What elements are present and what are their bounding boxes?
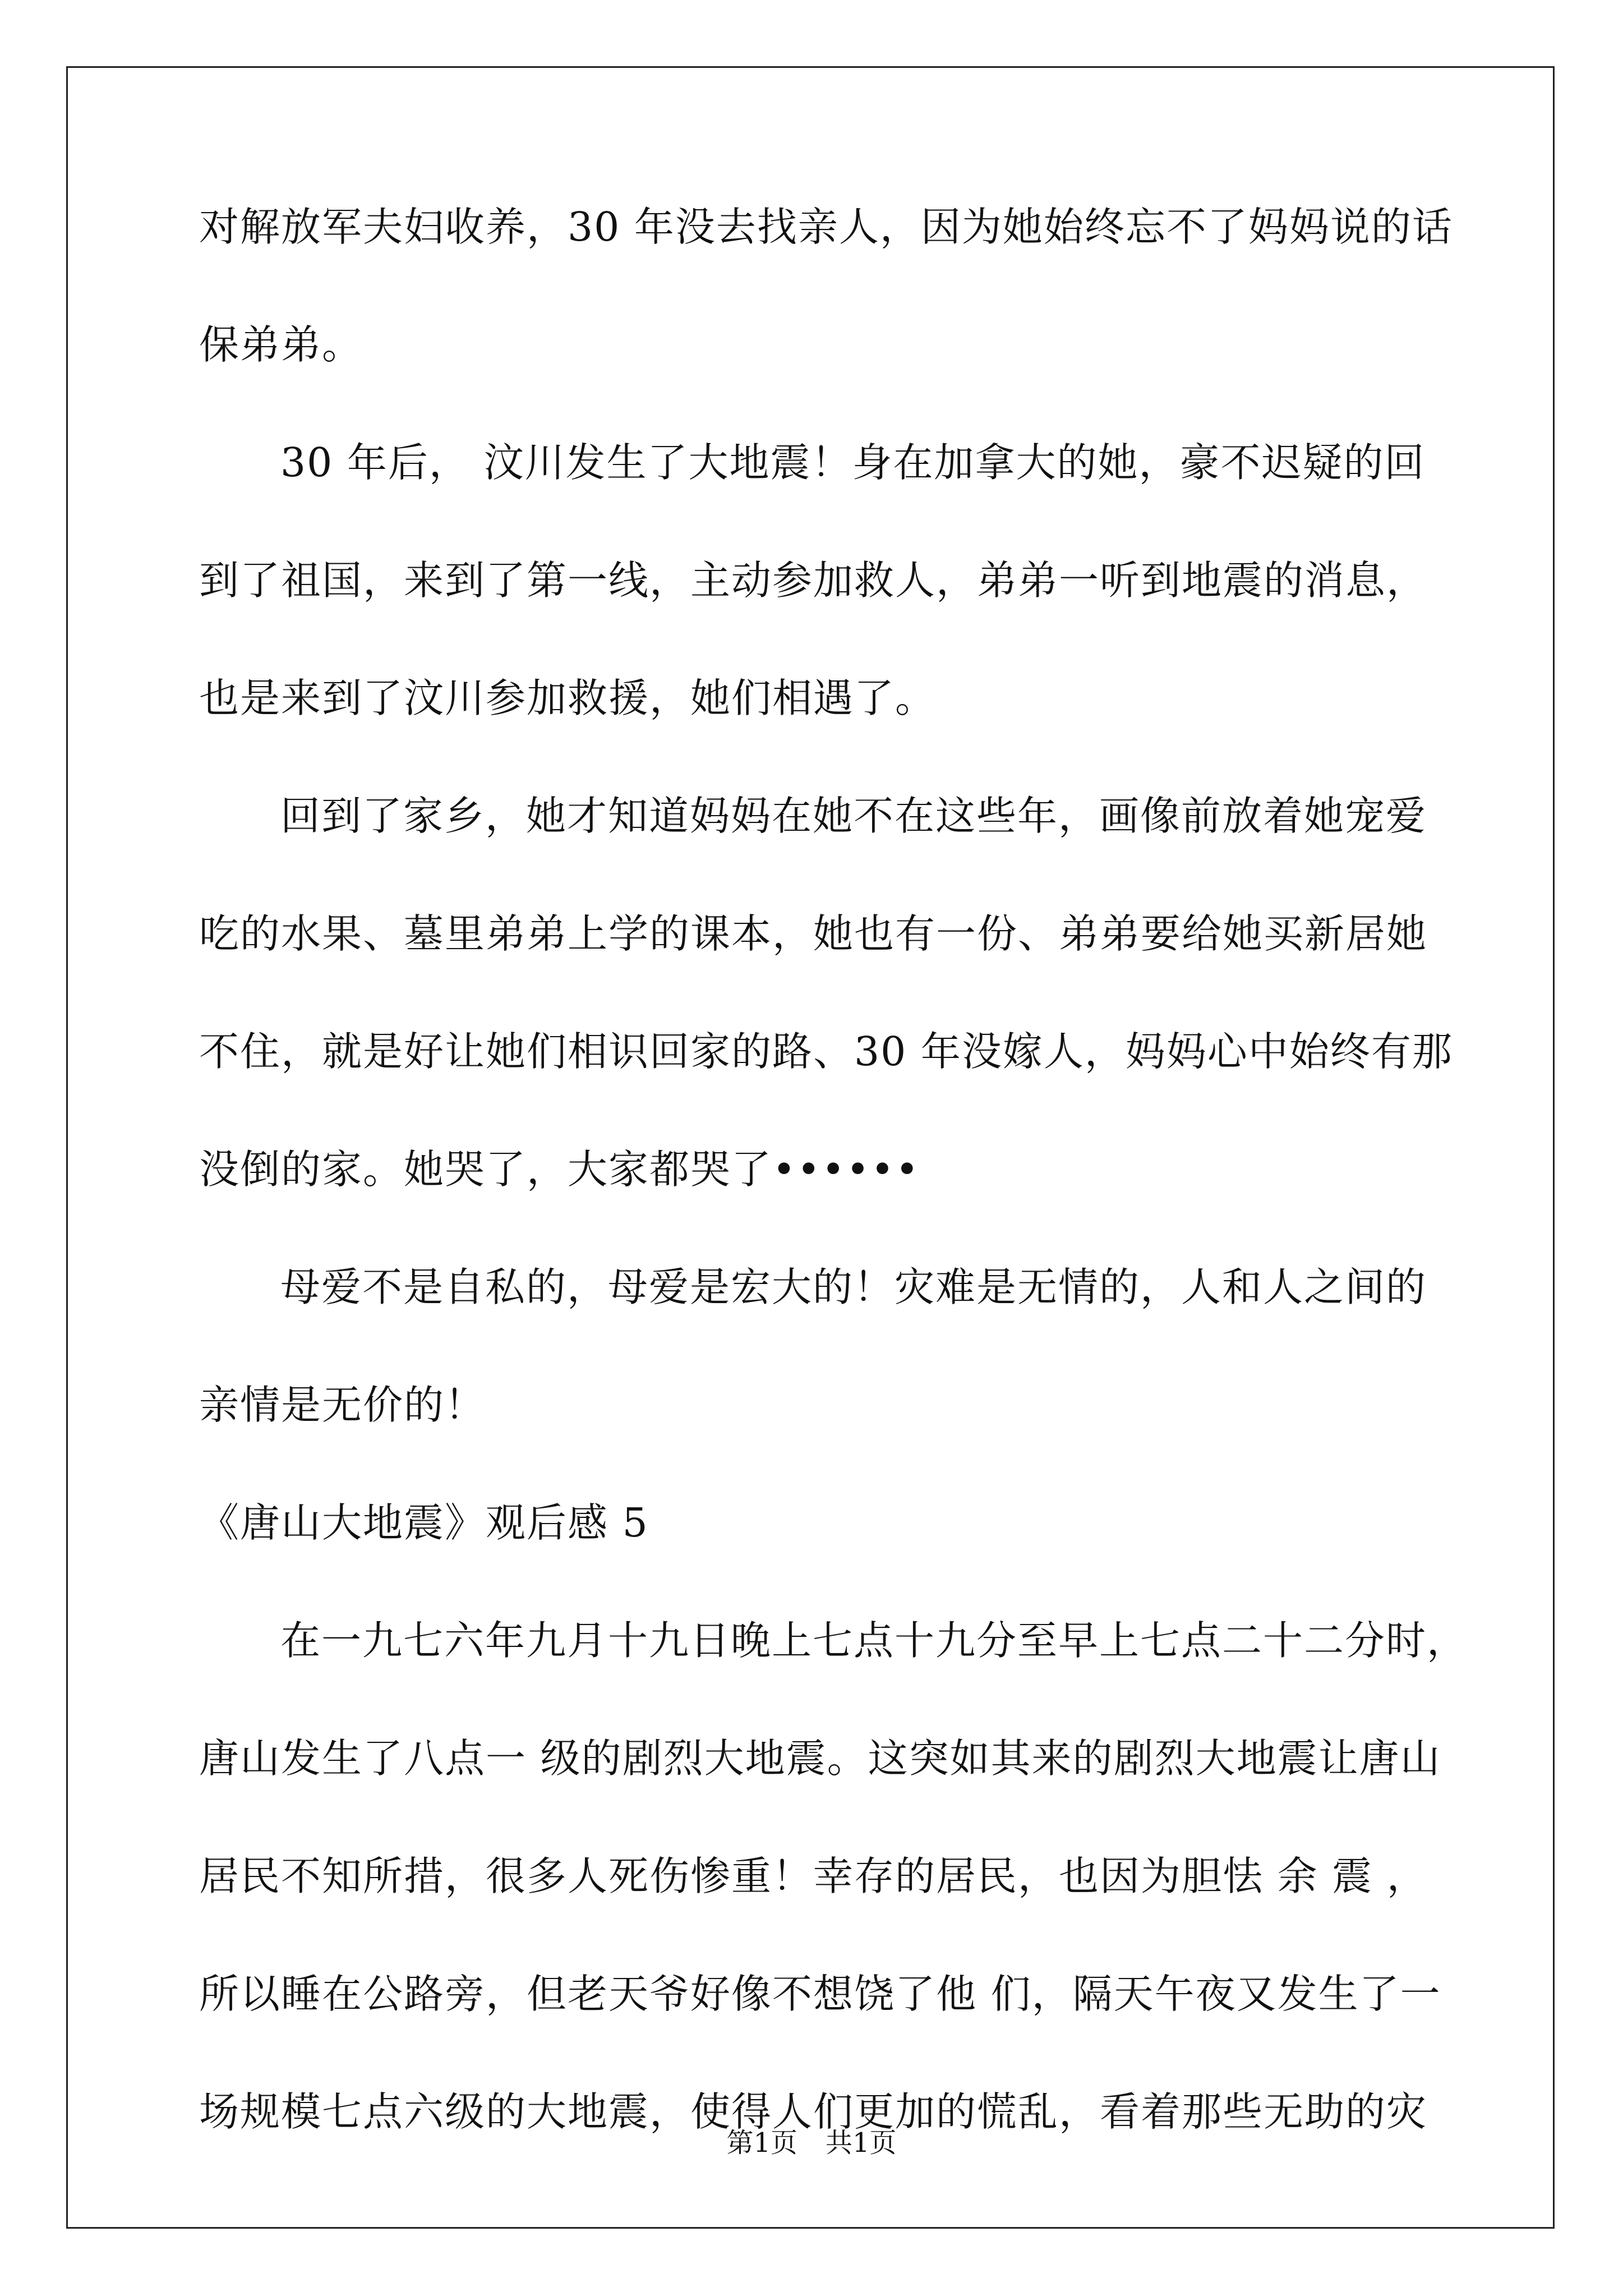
text-line: 吃的水果、墓里弟弟上学的课本，她也有一份、弟弟要给她买新居她 [199,910,1428,957]
text-line: 30 年后， 汶川发生了大地震！身在加拿大的她，豪不迟疑的回 [280,439,1426,486]
text-line: 在一九七六年九月十九日晚上七点十九分至早上七点二十二分时， [280,1617,1468,1664]
text-line: 对解放军夫妇收养，30 年没去找亲人，因为她始终忘不了妈妈说的话 [199,204,1453,250]
page-footer [0,2126,1623,2160]
text-line: 所以睡在公路旁，但老天爷好像不想饶了他 们，隔天午夜又发生了一 [199,1971,1441,2017]
text-line: 回到了家乡，她才知道妈妈在她不在这些年，画像前放着她宠爱 [280,793,1427,839]
page-number-total: 共1页 [826,2127,897,2159]
text-line: 亲情是无价的！ [199,1382,486,1428]
page-number-current: 第1页 [726,2127,797,2159]
text-line: 不住，就是好让她们相识回家的路、30 年没嫁人，妈妈心中始终有那 [199,1028,1453,1075]
text-line: 居民不知所措，很多人死伤惨重！幸存的居民，也因为胆怯 余 震 ， [199,1853,1428,1899]
text-line: 唐山发生了八点一 级的剧烈大地震。这突如其来的剧烈大地震让唐山 [199,1735,1441,1782]
text-line: 到了祖国，来到了第一线，主动参加救人，弟弟一听到地震的消息， [199,557,1428,604]
text-line: 保弟弟。 [199,321,363,368]
section-heading: 《唐山大地震》观后感 5 [199,1499,649,1546]
text-line: 没倒的家。她哭了，大家都哭了•••••• [199,1146,920,1193]
text-line: 场规模七点六级的大地震，使得人们更加的慌乱，看着那些无助的灾 [199,2088,1428,2135]
text-line: 也是来到了汶川参加救援，她们相遇了。 [199,675,937,721]
document-body [199,168,1468,2171]
text-line: 母爱不是自私的，母爱是宏大的！灾难是无情的，人和人之间的 [280,1264,1427,1310]
